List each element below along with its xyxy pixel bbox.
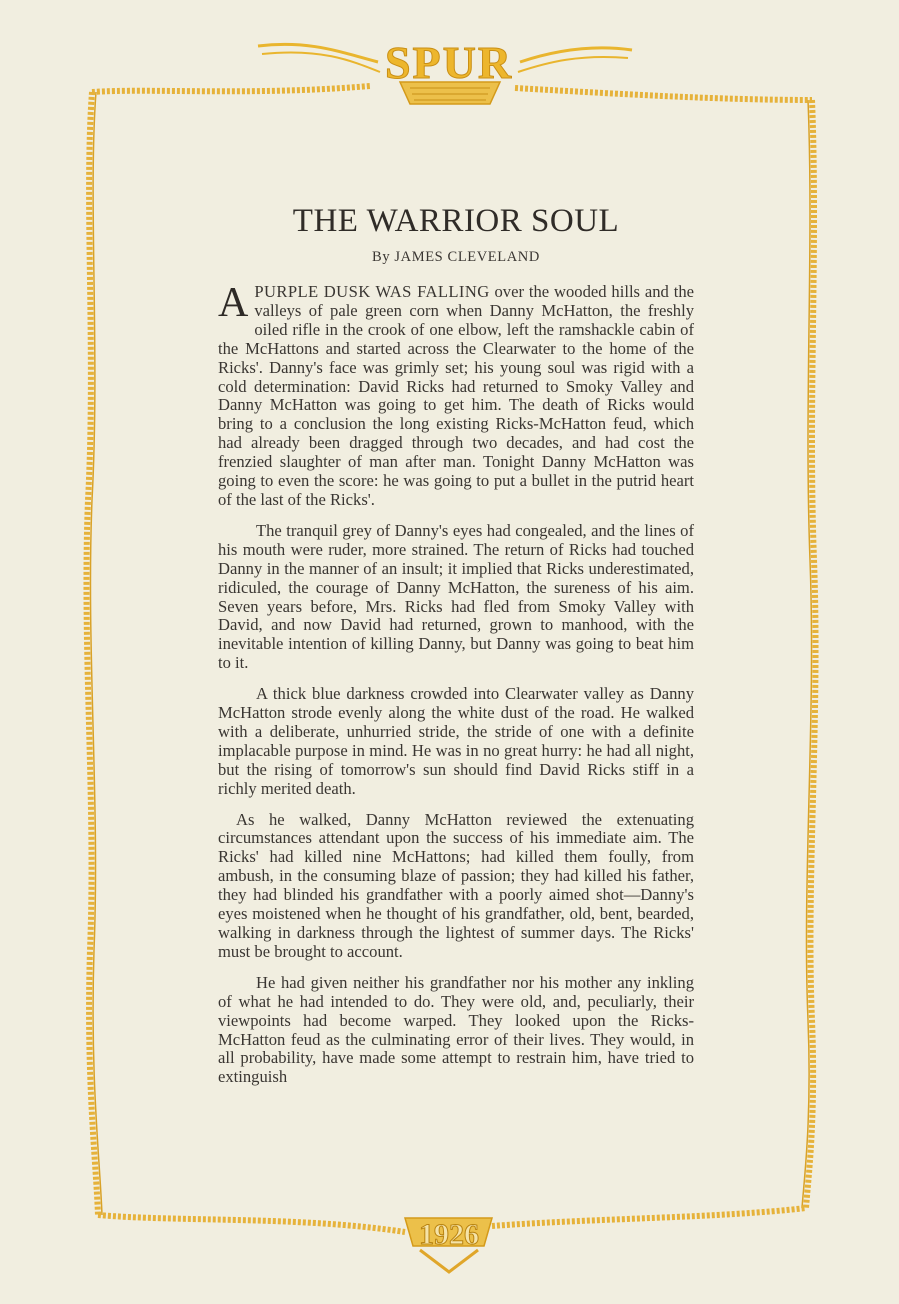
- article-body: [218, 280, 694, 1087]
- top-rope-border-left: [92, 86, 370, 92]
- year-logo: 1926: [419, 1218, 479, 1251]
- top-rope-border-right: [515, 88, 812, 100]
- bottom-rope-border-left: [98, 1215, 405, 1232]
- paragraph-text: over the wooded hills and the valleys of pale green corn when Danny McHatton, the freshly oiled rifle in the crook of one elbow, left the ramshackle cabin of the McHattons and started across the Clearwater to the home of the Ricks'. Danny's face was grimly set; his young soul was rigid with a cold determination: David Ricks had returned to Smoky Valley and Danny McHatton was going to get him. The death of Ricks would bring to a conclusion the long existing Ricks-McHatton feud, which had already been dragged through two decades, and had cost the frenzied slaughter of man after man. Tonight Danny McHatton was going to even the score: he was going to put a bullet in the putrid heart of the last of the Ricks'.: [218, 282, 694, 509]
- article-byline: By JAMES CLEVELAND: [372, 249, 540, 265]
- lead-caps: PURPLE DUSK WAS FALLING: [254, 282, 490, 301]
- paragraph-2: The tranquil grey of Danny's eyes had congealed, and the lines of his mouth were ruder, more strained. The return of Ricks had touched Danny in the manner of an insult; it implied that Ricks underestimated, ridiculed, the courage of Danny McHatton, the sureness of his aim. Seven years before, Mrs. Ricks had fled from Smoky Valley with David, and now David had returned, grown to manhood, with the inevitable intention of killing Danny, but Danny was going to beat him to it.: [218, 520, 694, 673]
- bottom-rope-border-right: [492, 1208, 806, 1226]
- paragraph-4: As he walked, Danny McHatton reviewed the extenuating circumstances attendant upon the success of his immediate aim. The Ricks' had killed nine McHattons; had killed them foully, from ambush, in the consuming blaze of passion; they had killed his father, they had blinded his grandfather with a poorly aimed shot—Danny's eyes moistened when he thought of his grandfather, old, bent, bearded, walking in darkness through the lightest of summer days. The Ricks' must be brought to account.: [218, 809, 694, 961]
- paragraph-1: [218, 280, 694, 510]
- spur-logo: SPUR: [384, 37, 514, 88]
- article-title: THE WARRIOR SOUL: [292, 203, 620, 239]
- right-rope-border: [806, 100, 816, 1208]
- paragraph-3: A thick blue darkness crowded into Clearwater valley as Danny McHatton strode evenly along the white dust of the road. He walked with a deliberate, unhurried stride, the stride of one with a definite implacable purpose in mind. He was in no great hurry: he had all night, but the rising of tomorrow's sun should find David Ricks stiff in a richly merited death.: [218, 684, 694, 798]
- footer-ornament: [405, 1218, 492, 1272]
- drop-cap: A: [218, 280, 249, 326]
- paragraph-5: He had given neither his grandfather nor his mother any inkling of what he had intended to do. They were old, and, peculiarly, their viewpoints had become warped. They looked upon the Ricks-McHatton feud as the culminating error of their lives. They would, in all probability, have made some attempt to restrain him, have tried to extinguish: [218, 972, 694, 1087]
- left-rope-border: [86, 92, 98, 1215]
